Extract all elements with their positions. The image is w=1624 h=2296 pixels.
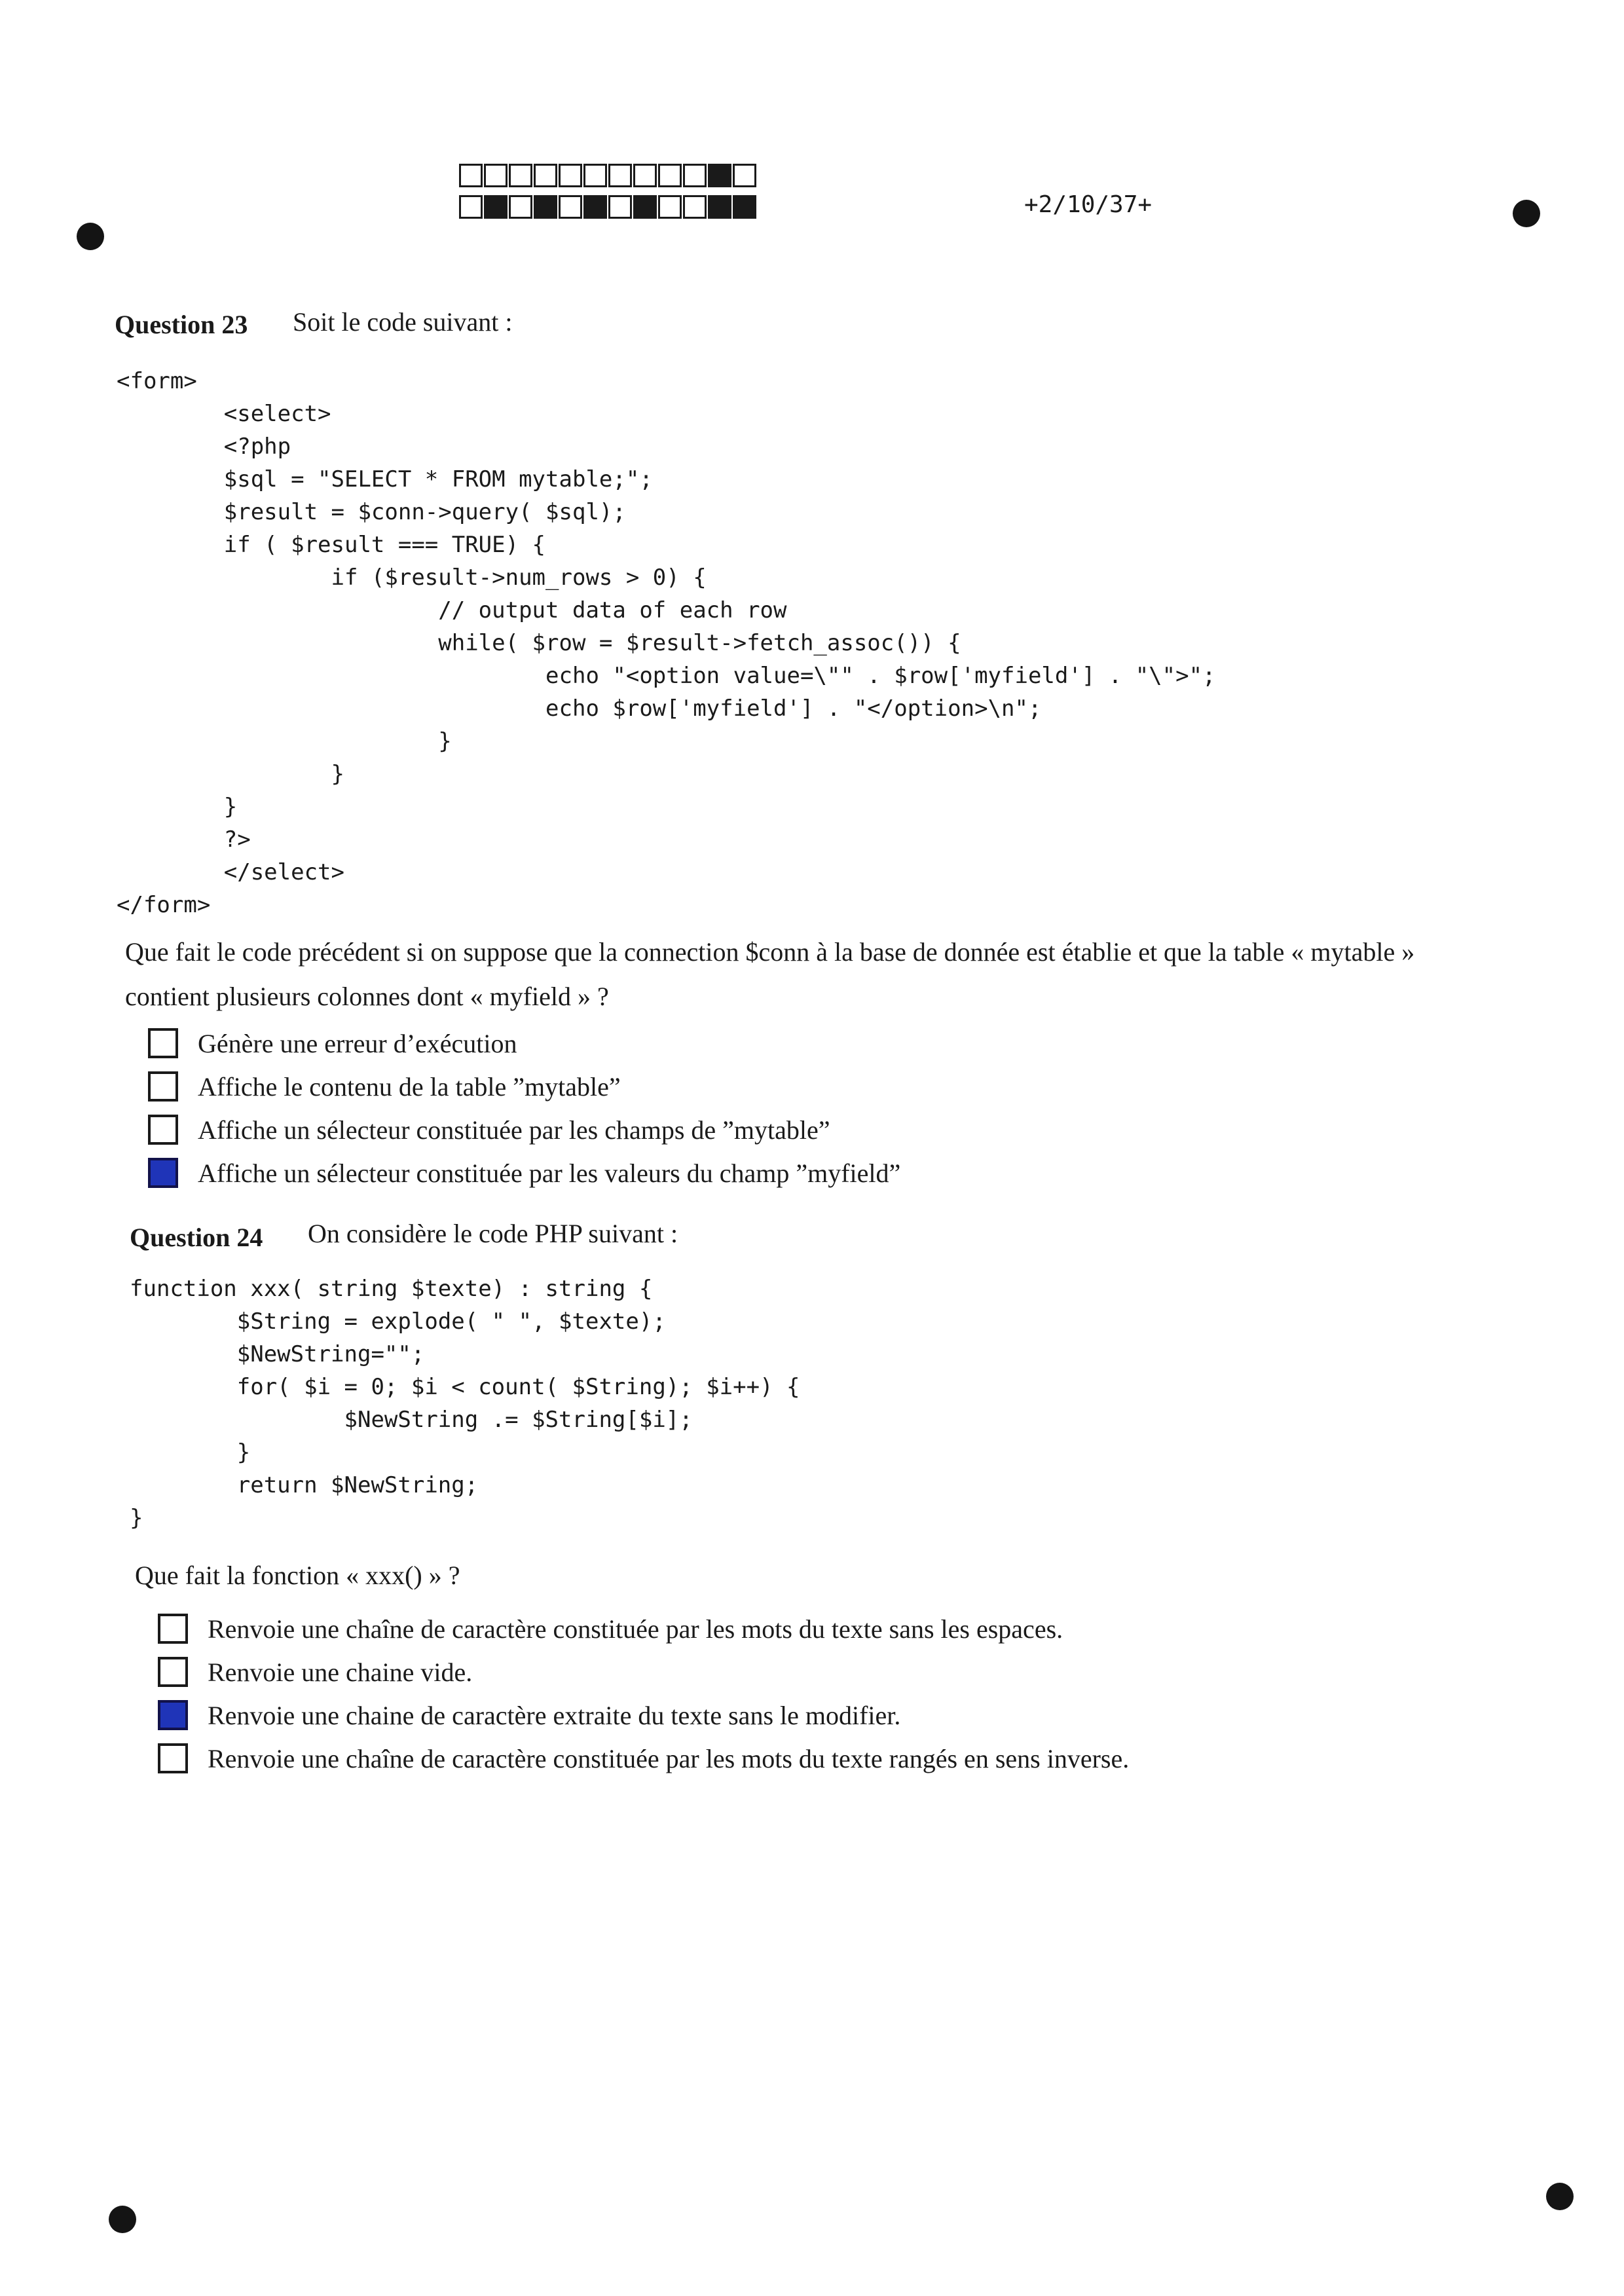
- barcode-cell-empty: [683, 164, 707, 187]
- code-line: <?php: [117, 434, 291, 460]
- page-id: +2/10/37+: [1024, 191, 1153, 218]
- registration-mark-top-left: [77, 223, 104, 250]
- barcode-row-1: [459, 164, 758, 187]
- code-line: </form>: [117, 892, 211, 918]
- answer-checkbox[interactable]: [148, 1115, 178, 1145]
- answer-label: Affiche un sélecteur constituée par les champs de ”mytable”: [198, 1115, 830, 1145]
- code-line: // output data of each row: [117, 597, 787, 623]
- code-line: echo $row['myfield'] . "</option>\n";: [117, 695, 1042, 722]
- question-23-title: Question 23: [115, 310, 248, 339]
- code-line: if ( $result === TRUE) {: [117, 532, 546, 558]
- code-line: echo "<option value=\"" . $row['myfield'] . "\">";: [117, 663, 1216, 689]
- code-line: <form>: [117, 368, 197, 394]
- code-line: <select>: [117, 401, 331, 427]
- barcode-row-2: [459, 195, 758, 219]
- code-line: if ($result->num_rows > 0) {: [117, 565, 707, 591]
- barcode-cell-empty: [534, 164, 557, 187]
- answer-label: Renvoie une chaîne de caractère constituée par les mots du texte rangés en sens inverse.: [208, 1743, 1130, 1773]
- barcode-cell-empty: [509, 195, 532, 219]
- question-24-intro: On considère le code PHP suivant :: [308, 1219, 678, 1248]
- answer-label: Affiche un sélecteur constituée par les valeurs du champ ”myfield”: [198, 1158, 901, 1188]
- code-line: }: [130, 1505, 143, 1531]
- barcode-cell-empty: [459, 164, 483, 187]
- barcode-cell-empty: [608, 164, 632, 187]
- code-line: }: [117, 794, 238, 820]
- barcode-cell-empty: [683, 195, 707, 219]
- barcode-cell-empty: [459, 195, 483, 219]
- barcode-cell-empty: [633, 164, 657, 187]
- code-line: $String = explode( " ", $texte);: [130, 1308, 666, 1335]
- question-24-answer-1[interactable]: [158, 1610, 1063, 1647]
- registration-mark-bottom-right: [1546, 2183, 1574, 2210]
- code-line: $sql = "SELECT * FROM mytable;";: [117, 466, 653, 492]
- answer-label: Renvoie une chaîne de caractère constituée par les mots du texte sans les espaces.: [208, 1614, 1063, 1644]
- answer-checkbox[interactable]: [158, 1614, 188, 1644]
- barcode-cell-empty: [583, 164, 607, 187]
- answer-label: Renvoie une chaine vide.: [208, 1657, 473, 1687]
- question-24-answer-2[interactable]: [158, 1654, 472, 1690]
- registration-mark-bottom-left: [109, 2206, 136, 2233]
- barcode-cell-filled: [484, 195, 507, 219]
- code-line: for( $i = 0; $i < count( $String); $i++) {: [130, 1374, 800, 1400]
- code-line: while( $row = $result->fetch_assoc()) {: [117, 630, 961, 656]
- code-line: }: [117, 761, 344, 787]
- question-23-code: [117, 365, 1216, 921]
- barcode-cell-filled: [534, 195, 557, 219]
- barcode-cell-empty: [484, 164, 507, 187]
- code-line: ?>: [117, 826, 251, 853]
- question-24-title: Question 24: [130, 1223, 263, 1252]
- code-line: </select>: [117, 859, 344, 885]
- barcode-cell-empty: [559, 195, 582, 219]
- question-24-code: [130, 1272, 800, 1534]
- code-line: $result = $conn->query( $sql);: [117, 499, 626, 525]
- question-23-text-line-1: Que fait le code précédent si on suppose que la connection $conn à la base de donnée est établie et que la table « mytable »: [125, 937, 1415, 967]
- question-23-intro: Soit le code suivant :: [293, 307, 513, 337]
- barcode-cell-empty: [559, 164, 582, 187]
- question-23-text-line-2: contient plusieurs colonnes dont « myfield » ?: [125, 982, 609, 1011]
- code-line: $NewString="";: [130, 1341, 425, 1367]
- barcode-cell-empty: [733, 164, 756, 187]
- answer-checkbox-checked[interactable]: [148, 1158, 178, 1188]
- answer-checkbox[interactable]: [158, 1657, 188, 1687]
- registration-mark-top-right: [1513, 200, 1540, 227]
- question-23-answer-4[interactable]: [148, 1155, 900, 1191]
- code-line: $NewString .= $String[$i];: [130, 1407, 693, 1433]
- barcode-cell-filled: [708, 195, 731, 219]
- question-24-text: Que fait la fonction « xxx() » ?: [135, 1561, 460, 1590]
- question-24-answer-3[interactable]: [158, 1697, 900, 1733]
- question-23-answer-1[interactable]: [148, 1025, 517, 1062]
- answer-label: Affiche le contenu de la table ”mytable”: [198, 1071, 621, 1102]
- barcode-cell-filled: [708, 164, 731, 187]
- barcode-cell-filled: [733, 195, 756, 219]
- code-line: function xxx( string $texte) : string {: [130, 1276, 653, 1302]
- barcode-cell-filled: [583, 195, 607, 219]
- question-23-answer-2[interactable]: [148, 1068, 621, 1105]
- answer-checkbox[interactable]: [158, 1743, 188, 1773]
- code-line: return $NewString;: [130, 1472, 479, 1498]
- barcode-cell-empty: [608, 195, 632, 219]
- question-23-answer-3[interactable]: [148, 1111, 830, 1148]
- barcode-cell-empty: [658, 195, 682, 219]
- code-line: }: [117, 728, 452, 754]
- barcode-cell-empty: [658, 164, 682, 187]
- answer-checkbox-checked[interactable]: [158, 1700, 188, 1730]
- answer-label: Génère une erreur d’exécution: [198, 1028, 517, 1058]
- answer-label: Renvoie une chaine de caractère extraite du texte sans le modifier.: [208, 1700, 901, 1730]
- code-line: }: [130, 1439, 251, 1466]
- barcode-cell-empty: [509, 164, 532, 187]
- barcode-cell-filled: [633, 195, 657, 219]
- answer-checkbox[interactable]: [148, 1071, 178, 1102]
- question-24-answer-4[interactable]: [158, 1740, 1129, 1777]
- answer-checkbox[interactable]: [148, 1028, 178, 1058]
